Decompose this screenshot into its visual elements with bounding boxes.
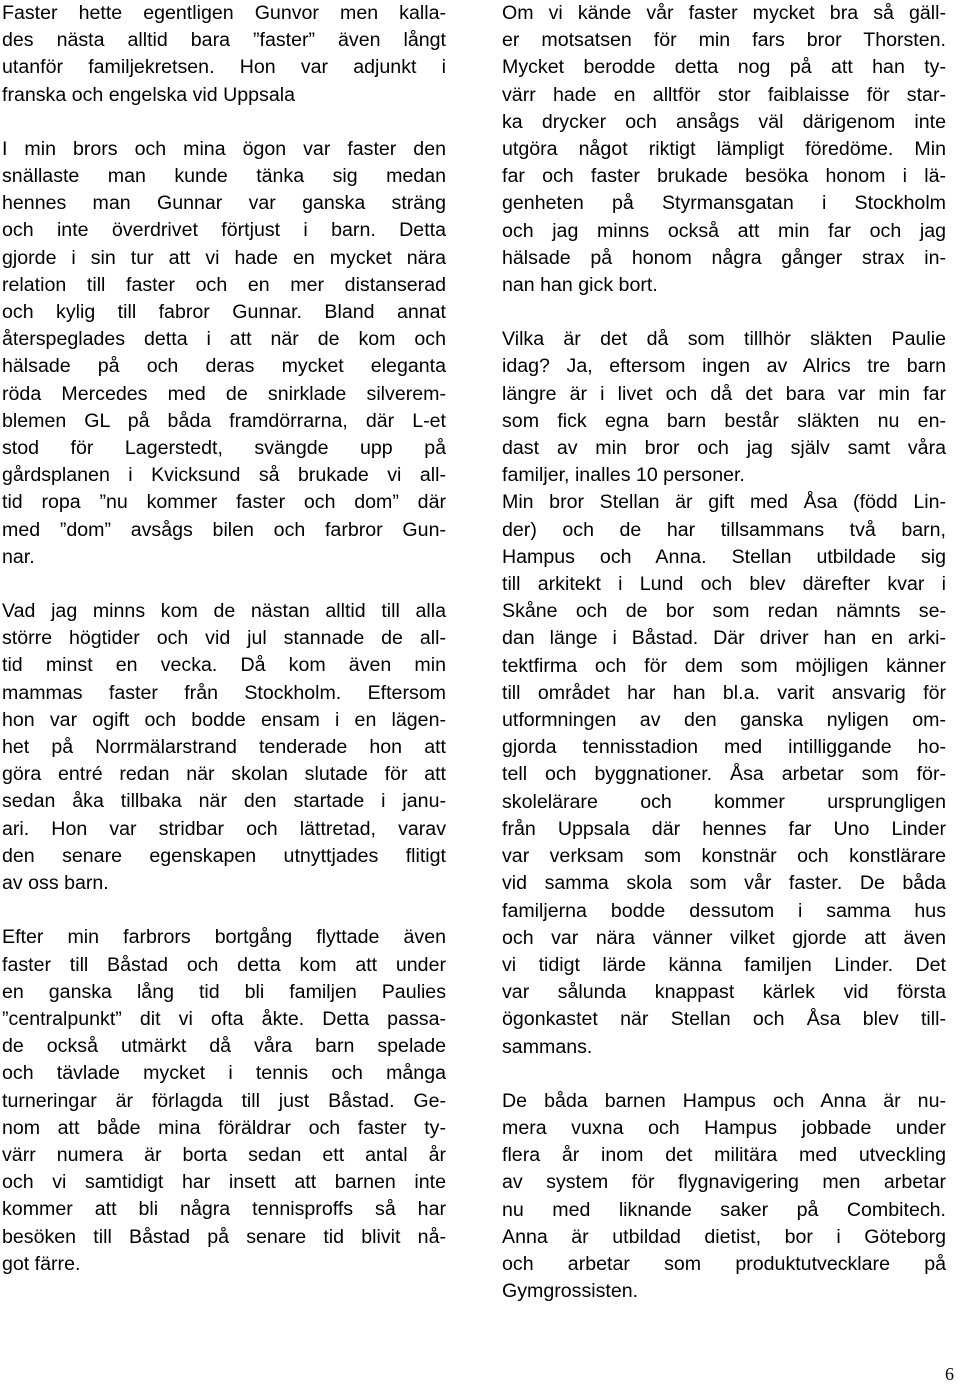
text-line: Skåne och de bor som redan nämnts se- (502, 600, 946, 623)
text-line: got färre. (2, 1252, 81, 1275)
paragraph-spacer (502, 299, 946, 326)
paragraph (2, 598, 446, 897)
right-text-column (502, 0, 946, 1305)
text-line: der) och de har tillsammans två barn, (502, 518, 946, 541)
text-line: utanför familjekretsen. Hon var adjunkt i (2, 56, 446, 79)
text-line: tid ropa ”nu kommer faster och dom” där (2, 491, 446, 514)
text-line: kommer att bli några tennisproffs så har (2, 1198, 446, 1221)
text-line: nar. (2, 545, 35, 568)
text-line: av oss barn. (2, 872, 109, 895)
text-line: Faster hette egentligen Gunvor men kalla- (2, 2, 446, 24)
text-line: en ganska lång tid bli familjen Paulies (2, 980, 446, 1003)
paragraph (2, 136, 446, 571)
text-line: tektfirma och för dem som möjligen känner (502, 654, 946, 677)
text-line: hälsade på och deras mycket eleganta (2, 355, 446, 378)
text-line: de också utmärkt då våra barn spelade (2, 1035, 446, 1058)
text-line: av system för flygnavigering men arbetar (502, 1171, 946, 1194)
text-line: och kylig till fabror Gunnar. Bland annat (2, 301, 446, 324)
text-line: De båda barnen Hampus och Anna är nu- (502, 1089, 946, 1112)
text-line: gårdsplanen i Kvicksund så brukade vi all- (2, 464, 446, 487)
text-line: Om vi kände vår faster mycket bra så gäll- (502, 2, 946, 24)
paragraph (502, 1088, 946, 1306)
text-line: Anna är utbildad dietist, bor i Göteborg (502, 1225, 946, 1248)
text-line: vid samma skola som vår faster. De båda (502, 872, 946, 895)
paragraph (502, 0, 946, 299)
text-line: tell och byggnationer. Åsa arbetar som för- (502, 763, 946, 786)
text-line: sedan åka tillbaka när den startade i janu- (2, 790, 446, 813)
text-line: het på Norrmälarstrand tenderade hon att (2, 736, 446, 759)
text-line: från Uppsala där hennes far Uno Linder (502, 817, 946, 840)
paragraph-spacer (2, 109, 446, 136)
text-line: genheten på Styrmansgatan i Stockholm (502, 192, 946, 215)
text-line: flera år inom det militära med utveckling (502, 1144, 946, 1167)
paragraph-spacer (502, 1061, 946, 1088)
text-line: hon var ogift och bodde ensam i en lägen- (2, 708, 446, 731)
text-line: far och faster brukade besöka honom i lä- (502, 165, 946, 188)
text-line: Gymgrossisten. (502, 1280, 639, 1303)
text-line: er motsatsen för min fars bror Thorsten. (502, 29, 946, 52)
text-line: familjerna bodde dessutom i samma hus (502, 899, 946, 922)
text-line: till området har han bl.a. varit ansvarig för (502, 681, 946, 704)
text-line: som fick egna barn består släkten nu en- (502, 409, 946, 432)
text-line: Min bror Stellan är gift med Åsa (född Lin- (502, 491, 946, 514)
text-line: mera vuxna och Hampus jobbade under (502, 1116, 946, 1139)
text-line: Vilka är det då som tillhör släkten Paulie (502, 328, 946, 351)
text-line: var sålunda knappast kärlek vid första (502, 981, 946, 1004)
text-line: utgöra något riktigt lämpligt föredöme. Min (502, 138, 946, 161)
text-line: och tävlade mycket i tennis och många (2, 1062, 446, 1085)
paragraph (502, 489, 946, 1060)
text-line: nan han gick bort. (502, 274, 658, 297)
text-line: relation till faster och en mer distanserad (2, 273, 446, 296)
text-line: sammans. (502, 1035, 593, 1058)
text-line: Vad jag minns kom de nästan alltid till alla (2, 600, 446, 623)
text-line: ka drycker och ansågs väl därigenom inte (502, 110, 946, 133)
paragraph (2, 0, 446, 109)
text-line: och var nära vänner vilket gjorde att även (502, 926, 946, 949)
text-line: nu med liknande saker på Combitech. (502, 1198, 946, 1221)
text-line: vi tidigt lärde känna familjen Linder. Det (502, 953, 946, 976)
text-line: Mycket berodde detta nog på att han ty- (502, 56, 946, 79)
paragraph-spacer (2, 571, 446, 598)
text-line: turneringar är förlagda till just Båstad. Ge- (2, 1089, 446, 1112)
text-line: idag? Ja, eftersom ingen av Alrics tre barn (502, 355, 946, 378)
text-line: besöken till Båstad på senare tid blivit nå- (2, 1225, 446, 1248)
text-line: med ”dom” avsågs bilen och farbror Gun- (2, 518, 446, 541)
text-line: mammas faster från Stockholm. Eftersom (2, 681, 446, 704)
text-line: franska och engelska vid Uppsala (2, 83, 295, 106)
text-line: Efter min farbrors bortgång flyttade även (2, 926, 446, 949)
text-line: hennes man Gunnar var ganska sträng (2, 192, 446, 215)
text-line: och inte överdrivet förtjust i barn. Detta (2, 219, 446, 242)
text-line: och arbetar som produktutvecklare på (502, 1252, 946, 1275)
text-line: skolelärare och kommer ursprungligen (502, 790, 946, 813)
text-line: och jag minns också att min far och jag (502, 219, 946, 242)
text-line: var verksam som konstnär och konstlärare (502, 845, 946, 868)
text-line: återspeglades detta i att när de kom och (2, 328, 446, 351)
text-line: I min brors och mina ögon var faster den (2, 137, 446, 160)
text-line: ”centralpunkt” dit vi ofta åkte. Detta passa- (2, 1007, 446, 1030)
page-number: 6 (945, 1364, 954, 1384)
text-line: familjer, inalles 10 personer. (502, 464, 745, 487)
text-line: hälsade på honom några gånger strax in- (502, 246, 946, 269)
text-line: nom att både mina föräldrar och faster ty- (2, 1116, 446, 1139)
text-line: tid minst en vecka. Då kom även min (2, 654, 446, 677)
text-line: till arkitekt i Lund och blev därefter kvar i (502, 573, 946, 596)
text-line: gjorda tennisstadion med intilliggande ho- (502, 736, 946, 759)
text-line: och vi samtidigt har insett att barnen inte (2, 1171, 446, 1194)
text-line: längre är i livet och då det bara var min far (502, 382, 946, 405)
text-line: värr hade en alltför stor faiblaisse för star- (502, 83, 946, 106)
paragraph-spacer (2, 897, 446, 924)
text-line: Hampus och Anna. Stellan utbildade sig (502, 545, 946, 568)
text-line: stod för Lagerstedt, svängde upp på (2, 437, 446, 460)
text-line: blemen GL på båda framdörrarna, där L-et (2, 409, 446, 432)
text-line: större högtider och vid jul stannade de all- (2, 627, 446, 650)
text-line: göra entré redan när skolan slutade för att (2, 763, 446, 786)
paragraph (2, 924, 446, 1278)
text-line: ögonkastet när Stellan och Åsa blev till- (502, 1008, 946, 1031)
left-text-column (2, 0, 446, 1278)
text-line: dan länge i Båstad. Där driver han en arki- (502, 627, 946, 650)
text-line: faster till Båstad och detta kom att under (2, 953, 446, 976)
text-line: röda Mercedes med de snirklade silverem- (2, 382, 446, 405)
text-line: des nästa alltid bara ”faster” även långt (2, 29, 446, 52)
text-line: värr numera är borta sedan ett antal år (2, 1143, 446, 1166)
paragraph (502, 326, 946, 489)
text-line: dast av min bror och jag själv samt våra (502, 437, 946, 460)
text-line: den senare egenskapen utnyttjades flitigt (2, 844, 446, 867)
text-line: gjorde i sin tur att vi hade en mycket nära (2, 246, 446, 269)
text-line: snällaste man kunde tänka sig medan (2, 165, 446, 188)
text-line: ari. Hon var stridbar och lättretad, varav (2, 817, 446, 840)
text-line: utformningen av den ganska nyligen om- (502, 709, 946, 732)
